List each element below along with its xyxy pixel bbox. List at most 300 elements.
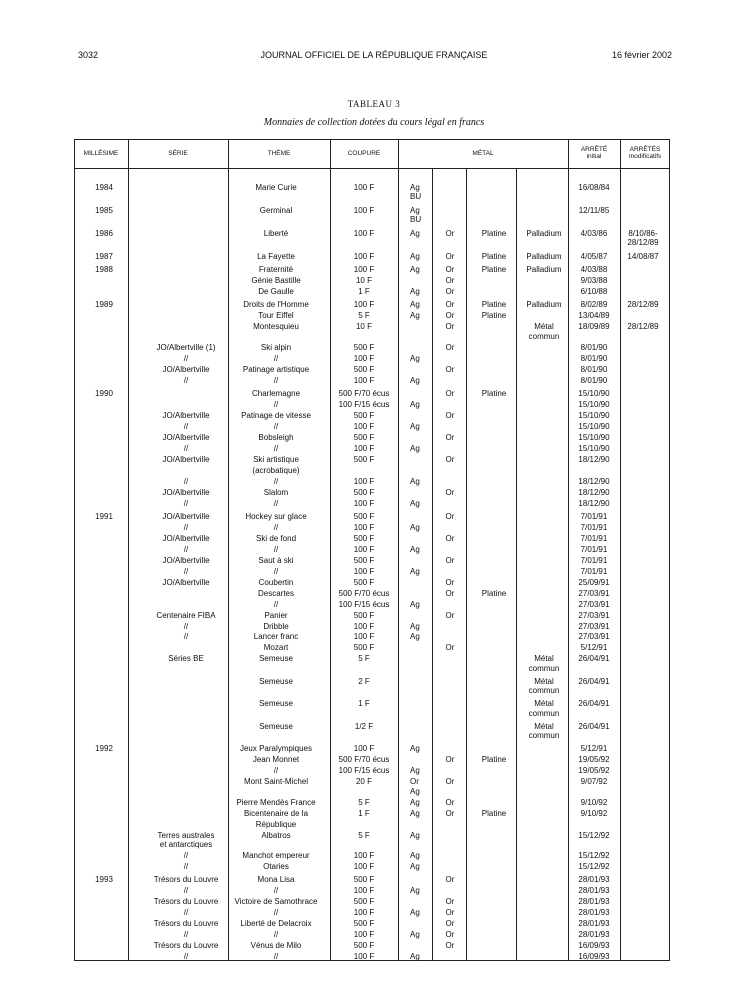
cell-argent: Ag [410, 522, 420, 532]
cell-coupure: 100 F/15 écus [338, 766, 390, 776]
cell-or: Or [445, 410, 455, 420]
cell-argent: Ag [410, 443, 420, 453]
cell-theme: Descartes [257, 588, 294, 598]
cell-coupure: 20 F [355, 777, 372, 787]
cell-serie: JO/Albertville [162, 364, 210, 374]
cell-argent: Ag [410, 228, 420, 238]
cell-or: Or [445, 251, 455, 261]
cell-arrete-initial: 27/03/91 [578, 588, 610, 598]
cell-arrete-initial: 16/09/93 [578, 952, 610, 961]
cell-theme: // [273, 498, 279, 508]
cell-argent: Ag [410, 744, 420, 754]
cell-serie: JO/Albertville [162, 410, 210, 420]
cell-argent: Ag [410, 808, 420, 818]
cell-serie: // [183, 621, 189, 631]
cell-or: Or [445, 342, 455, 352]
cell-coupure: 100 F [353, 621, 375, 631]
cell-coupure: 100 F [353, 265, 375, 275]
cell-or: Or [445, 454, 455, 464]
cell-arrete-initial: 8/01/90 [580, 375, 608, 385]
cell-arrete-initial: 7/01/91 [580, 533, 608, 543]
cell-argent: Ag [410, 850, 420, 860]
cell-argent: Ag [410, 300, 420, 310]
cell-coupure: 100 F [353, 228, 375, 238]
cell-coupure: 500 F [353, 919, 375, 929]
cell-theme: // [273, 599, 279, 609]
cell-palladium: Palladium [526, 251, 562, 261]
cell-coupure: 500 F [353, 643, 375, 653]
header-serie: SÉRIE [168, 150, 188, 157]
cell-theme: Vénus de Milo [250, 941, 302, 951]
cell-argent: Ag [410, 766, 420, 776]
cell-argent: Ag [410, 930, 420, 940]
cell-palladium: commun [528, 663, 560, 673]
cell-argent: Ag [410, 251, 420, 261]
cell-coupure: 100 F [353, 908, 375, 918]
cell-theme: Génie Bastille [251, 276, 301, 286]
cell-or: Or [445, 389, 455, 399]
cell-or: Or [445, 930, 455, 940]
cell-arrete-initial: 27/03/91 [578, 632, 610, 642]
cell-theme: Jeux Paralympiques [239, 744, 313, 754]
cell-coupure: 100 F [353, 476, 375, 486]
cell-argent: Ag [410, 621, 420, 631]
cell-theme: // [273, 766, 279, 776]
cell-serie: // [183, 908, 189, 918]
cell-coupure: 500 F [353, 364, 375, 374]
cell-arrete-initial: 26/04/91 [578, 699, 610, 709]
cell-serie: Terres australes [157, 830, 215, 840]
cell-coupure: 100 F [353, 850, 375, 860]
cell-or: Or [445, 897, 455, 907]
cell-palladium: Palladium [526, 265, 562, 275]
cell-palladium: Métal [534, 721, 554, 731]
cell-arretes-modificatifs: 28/12/89 [627, 322, 659, 332]
cell-theme: Ski de fond [255, 533, 297, 543]
cell-serie: Trésors du Louvre [153, 897, 219, 907]
cell-coupure: 100 F [353, 353, 375, 363]
cell-palladium: commun [528, 331, 560, 341]
cell-serie: // [183, 952, 189, 961]
cell-platine: Platine [481, 808, 507, 818]
cell-coupure: 5 F [358, 797, 370, 807]
cell-argent: Ag [410, 908, 420, 918]
cell-coupure: 100 F/15 écus [338, 599, 390, 609]
cell-theme: // [273, 421, 279, 431]
cell-coupure: 10 F [355, 322, 372, 332]
cell-theme: Liberté de Delacroix [240, 919, 312, 929]
cell-coupure: 500 F/70 écus [338, 755, 390, 765]
cell-arrete-initial: 15/12/92 [578, 850, 610, 860]
cell-coupure: 100 F/15 écus [338, 400, 390, 409]
header-millesime: MILLÉSIME [83, 150, 119, 157]
cell-theme: Patinage de vitesse [241, 410, 311, 420]
cell-palladium: Métal [534, 322, 554, 332]
cell-arrete-initial: 15/10/90 [578, 421, 610, 431]
cell-theme: La Fayette [257, 251, 295, 261]
cell-coupure: 100 F [353, 861, 375, 871]
cell-argent: Ag [410, 183, 420, 192]
header-coupure: COUPURE [347, 150, 381, 157]
cell-serie: // [183, 886, 189, 896]
cell-arrete-initial: 28/01/93 [578, 930, 610, 940]
cell-theme: // [273, 886, 279, 896]
cell-theme: Montesquieu [253, 322, 299, 332]
cell-millesime: 1985 [95, 205, 113, 215]
cell-arrete-initial: 5/12/91 [580, 643, 608, 653]
cell-or: Or [445, 643, 455, 653]
cell-millesime: 1988 [95, 265, 113, 275]
cell-argent: Ag [410, 830, 420, 840]
cell-theme: // [273, 908, 279, 918]
cell-serie: JO/Albertville [162, 577, 210, 587]
cell-arrete-initial: 9/10/92 [580, 808, 608, 818]
cell-arrete-initial: 7/01/91 [580, 566, 608, 576]
cell-argent: Ag [410, 632, 420, 642]
cell-arrete-initial: 26/04/91 [578, 721, 610, 731]
cell-or: Or [445, 311, 455, 321]
cell-or: Or [445, 276, 455, 286]
cell-theme: Dribble [263, 621, 289, 631]
cell-serie: // [183, 522, 189, 532]
cell-or: Or [445, 875, 455, 885]
cell-or: Or [445, 941, 455, 951]
cell-millesime: 1989 [95, 300, 113, 310]
header-arretes-line2: modificatifs [628, 153, 662, 160]
cell-platine: Platine [481, 755, 507, 765]
cell-arrete-initial: 28/01/93 [578, 919, 610, 929]
cell-arrete-initial: 8/01/90 [580, 353, 608, 363]
cell-serie: // [183, 421, 189, 431]
cell-or: Or [445, 588, 455, 598]
cell-arretes-modificatifs: 14/08/87 [627, 251, 659, 261]
cell-arrete-initial: 7/01/91 [580, 512, 608, 521]
cell-arrete-initial: 27/03/91 [578, 599, 610, 609]
cell-platine: Platine [481, 251, 507, 261]
cell-palladium: commun [528, 686, 560, 696]
cell-theme: République [255, 819, 297, 829]
cell-or: Or [445, 432, 455, 442]
cell-arrete-initial: 4/03/88 [580, 265, 608, 275]
cell-coupure: 500 F [353, 487, 375, 497]
cell-argent: Ag [410, 400, 420, 409]
cell-theme: // [273, 353, 279, 363]
cell-platine: Platine [481, 389, 507, 399]
cell-coupure: 100 F [353, 544, 375, 554]
cell-theme: Semeuse [259, 699, 293, 709]
cell-coupure: 100 F [353, 886, 375, 896]
cell-coupure: 100 F [353, 205, 375, 215]
cell-coupure: 1/2 F [354, 721, 374, 731]
cell-arretes-modificatifs: 28/12/89 [627, 300, 659, 310]
cell-arrete-initial: 15/10/90 [578, 443, 610, 453]
cell-coupure: 5 F [358, 830, 370, 840]
cell-serie: // [183, 930, 189, 940]
cell-millesime: 1987 [95, 251, 113, 261]
cell-arrete-initial: 25/09/91 [578, 577, 610, 587]
cell-argent: BU [410, 215, 422, 225]
cell-theme: Jean Monnet [252, 755, 300, 765]
cell-or: Or [445, 908, 455, 918]
cell-argent: Ag [410, 797, 420, 807]
cell-arrete-initial: 9/03/88 [580, 276, 608, 286]
cell-theme: (acrobatique) [252, 465, 300, 475]
cell-millesime: 1990 [95, 389, 113, 399]
cell-coupure: 500 F [353, 555, 375, 565]
cell-arrete-initial: 8/01/90 [580, 364, 608, 374]
cell-serie: et antarctiques [159, 840, 213, 849]
cell-or: Or [445, 533, 455, 543]
cell-coupure: 500 F/70 écus [338, 588, 390, 598]
cell-or: Or [445, 228, 455, 238]
cell-theme: Victoire de Samothrace [234, 897, 318, 907]
cell-arrete-initial: 19/05/92 [578, 755, 610, 765]
cell-theme: Lancer franc [253, 632, 299, 642]
cell-argent: Ag [410, 205, 420, 215]
cell-serie: JO/Albertville [162, 512, 210, 521]
header-theme: THÈME [267, 150, 291, 157]
cell-or: Or [445, 555, 455, 565]
cell-serie: Trésors du Louvre [153, 919, 219, 929]
cell-coupure: 500 F/70 écus [338, 389, 390, 399]
cell-theme: Slalom [263, 487, 289, 497]
cell-arrete-initial: 18/12/90 [578, 476, 610, 486]
cell-argent: Ag [410, 287, 420, 297]
cell-theme: Hockey sur glace [245, 512, 307, 521]
cell-theme: Patinage artistique [242, 364, 310, 374]
header-arrete-line2: initial [586, 153, 602, 160]
cell-argent: Or [410, 777, 419, 787]
cell-arrete-initial: 28/01/93 [578, 908, 610, 918]
cell-platine: Platine [481, 228, 507, 238]
cell-theme: Fraternité [258, 265, 294, 275]
cell-serie: // [183, 632, 189, 642]
cell-arrete-initial: 9/07/92 [580, 777, 608, 787]
cell-arrete-initial: 18/12/90 [578, 487, 610, 497]
cell-arrete-initial: 13/04/89 [578, 311, 610, 321]
cell-serie: // [183, 498, 189, 508]
cell-palladium: commun [528, 708, 560, 718]
cell-theme: Bobsleigh [258, 432, 294, 442]
cell-theme: Manchot empereur [242, 850, 310, 860]
cell-arrete-initial: 4/05/87 [580, 251, 608, 261]
cell-argent: Ag [410, 265, 420, 275]
cell-or: Or [445, 300, 455, 310]
cell-palladium: commun [528, 731, 560, 740]
cell-or: Or [445, 777, 455, 787]
cell-arrete-initial: 18/12/90 [578, 498, 610, 508]
cell-or: Or [445, 755, 455, 765]
cell-theme: Tour Eiffel [258, 311, 294, 321]
cell-coupure: 500 F [353, 432, 375, 442]
cell-theme: Semeuse [259, 721, 293, 731]
cell-theme: Mozart [263, 643, 289, 653]
cell-argent: Ag [410, 599, 420, 609]
cell-or: Or [445, 919, 455, 929]
cell-coupure: 100 F [353, 183, 375, 192]
journal-title: JOURNAL OFFICIEL DE LA RÉPUBLIQUE FRANÇAISE [260, 50, 488, 60]
cell-theme: Mona Lisa [257, 875, 295, 885]
cell-arrete-initial: 9/10/92 [580, 797, 608, 807]
cell-argent: Ag [410, 421, 420, 431]
cell-platine: Platine [481, 300, 507, 310]
cell-serie: Séries BE [168, 654, 204, 664]
cell-argent: Ag [410, 786, 420, 796]
cell-theme: Albatros [261, 830, 291, 840]
cell-arrete-initial: 4/03/86 [580, 228, 608, 238]
table-subtitle: Monnaies de collection dotées du cours légal en francs [263, 117, 485, 128]
cell-arretes-modificatifs: 28/12/89 [627, 238, 659, 248]
cell-coupure: 100 F [353, 421, 375, 431]
cell-millesime: 1986 [95, 228, 113, 238]
cell-arrete-initial: 18/12/90 [578, 454, 610, 464]
cell-or: Or [445, 797, 455, 807]
cell-arrete-initial: 27/03/91 [578, 610, 610, 620]
cell-or: Or [445, 512, 455, 521]
cell-coupure: 100 F [353, 522, 375, 532]
cell-argent: Ag [410, 544, 420, 554]
cell-theme: Bicentenaire de la [243, 808, 309, 818]
cell-serie: // [183, 443, 189, 453]
cell-palladium: Métal [534, 699, 554, 709]
cell-platine: Platine [481, 311, 507, 321]
cell-coupure: 100 F [353, 498, 375, 508]
cell-arrete-initial: 28/01/93 [578, 875, 610, 885]
cell-coupure: 100 F [353, 443, 375, 453]
cell-theme: // [273, 544, 279, 554]
page-number: 3032 [78, 50, 99, 60]
cell-serie: JO/Albertville [162, 454, 210, 464]
header-metal: MÉTAL [472, 150, 494, 157]
cell-coupure: 100 F [353, 566, 375, 576]
cell-arrete-initial: 15/10/90 [578, 410, 610, 420]
cell-millesime: 1984 [95, 183, 113, 192]
cell-palladium: Métal [534, 654, 554, 664]
cell-serie: // [183, 544, 189, 554]
cell-serie: // [183, 850, 189, 860]
cell-arrete-initial: 16/08/84 [578, 183, 610, 192]
cell-serie: Trésors du Louvre [153, 875, 219, 885]
cell-theme: Otaries [263, 861, 289, 871]
header-arrete-line1: ARRÊTÉ [580, 146, 608, 153]
cell-arrete-initial: 7/01/91 [580, 522, 608, 532]
cell-serie: // [183, 566, 189, 576]
cell-theme: // [273, 522, 279, 532]
cell-coupure: 2 F [358, 676, 370, 686]
cell-theme: Charlemagne [251, 389, 301, 399]
cell-serie: JO/Albertville (1) [156, 342, 216, 352]
cell-palladium: Palladium [526, 228, 562, 238]
cell-coupure: 500 F [353, 533, 375, 543]
cell-coupure: 100 F [353, 300, 375, 310]
cell-theme: Semeuse [259, 654, 293, 664]
cell-palladium: Palladium [526, 300, 562, 310]
cell-arretes-modificatifs: 8/10/86- [628, 228, 658, 238]
cell-platine: Platine [481, 588, 507, 598]
cell-theme: De Gaulle [258, 287, 294, 297]
cell-argent: Ag [410, 476, 420, 486]
table-body [74, 0, 670, 990]
cell-theme: Liberté [263, 228, 289, 238]
cell-arrete-initial: 8/01/90 [580, 342, 608, 352]
cell-argent: Ag [410, 566, 420, 576]
cell-millesime: 1991 [95, 512, 113, 521]
cell-theme: // [273, 443, 279, 453]
cell-theme: // [273, 952, 279, 961]
cell-theme: Mont Saint-Michel [243, 777, 309, 787]
cell-coupure: 500 F [353, 941, 375, 951]
cell-arrete-initial: 26/04/91 [578, 676, 610, 686]
cell-theme: // [273, 930, 279, 940]
cell-serie: // [183, 476, 189, 486]
cell-arrete-initial: 27/03/91 [578, 621, 610, 631]
cell-arrete-initial: 8/02/89 [580, 300, 608, 310]
cell-theme: Saut à ski [258, 555, 294, 565]
cell-arrete-initial: 15/12/92 [578, 830, 610, 840]
cell-theme: Pierre Mendès France [236, 797, 316, 807]
cell-or: Or [445, 610, 455, 620]
cell-coupure: 5 F [358, 311, 370, 321]
cell-serie: Centenaire FIBA [156, 610, 216, 620]
cell-coupure: 1 F [358, 808, 370, 818]
cell-coupure: 100 F [353, 930, 375, 940]
cell-or: Or [445, 808, 455, 818]
cell-millesime: 1993 [95, 875, 113, 885]
cell-coupure: 1 F [358, 699, 370, 709]
cell-or: Or [445, 364, 455, 374]
cell-coupure: 100 F [353, 744, 375, 754]
cell-coupure: 500 F [353, 875, 375, 885]
cell-serie: JO/Albertville [162, 555, 210, 565]
cell-coupure: 100 F [353, 375, 375, 385]
cell-serie: // [183, 861, 189, 871]
cell-serie: // [183, 353, 189, 363]
cell-arrete-initial: 5/12/91 [580, 744, 608, 754]
cell-arrete-initial: 7/01/91 [580, 555, 608, 565]
cell-theme: Panier [264, 610, 288, 620]
cell-theme: Marie Curie [255, 183, 297, 192]
cell-coupure: 100 F [353, 632, 375, 642]
cell-arrete-initial: 28/01/93 [578, 897, 610, 907]
cell-arrete-initial: 16/09/93 [578, 941, 610, 951]
cell-argent: BU [410, 192, 422, 202]
cell-coupure: 500 F [353, 454, 375, 464]
cell-argent: Ag [410, 861, 420, 871]
cell-coupure: 500 F [353, 410, 375, 420]
cell-argent: Ag [410, 886, 420, 896]
cell-arrete-initial: 18/09/89 [578, 322, 610, 332]
cell-argent: Ag [410, 353, 420, 363]
cell-serie: JO/Albertville [162, 533, 210, 543]
cell-serie: JO/Albertville [162, 432, 210, 442]
cell-theme: // [273, 476, 279, 486]
cell-coupure: 500 F [353, 897, 375, 907]
cell-palladium: Métal [534, 676, 554, 686]
cell-theme: Droits de l'Homme [243, 300, 309, 310]
cell-or: Or [445, 322, 455, 332]
cell-serie: // [183, 375, 189, 385]
cell-theme: // [273, 375, 279, 385]
cell-argent: Ag [410, 952, 420, 961]
cell-arrete-initial: 28/01/93 [578, 886, 610, 896]
table-title: TABLEAU 3 [347, 99, 401, 109]
cell-arrete-initial: 6/10/88 [580, 287, 608, 297]
cell-or: Or [445, 487, 455, 497]
cell-coupure: 5 F [358, 654, 370, 664]
cell-argent: Ag [410, 375, 420, 385]
cell-coupure: 500 F [353, 512, 375, 521]
cell-arrete-initial: 15/12/92 [578, 861, 610, 871]
